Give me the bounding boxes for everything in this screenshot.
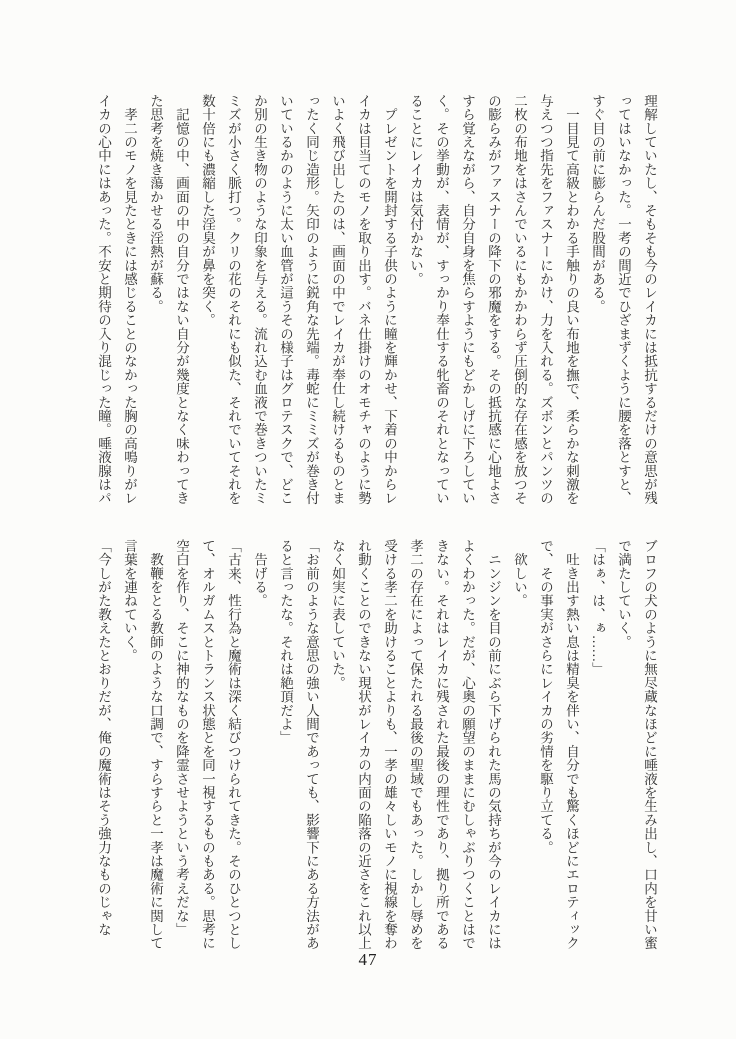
text-line: 言葉を連ねていく。: [122, 539, 137, 663]
text-line: 理解していたし、そもそも今のレイカには抵抗するだけの意思が残: [642, 94, 657, 505]
text-line: きない。それはレイカに残された最後の理性であり、拠り所である: [434, 539, 449, 950]
text-line: 「今しがた教えたとおりだが、俺の魔術はそう強力なものじゃな: [96, 539, 111, 937]
text-line: イカの心中にはあった。不安と期待の入り混じった瞳。唾液腺はパ: [96, 94, 111, 505]
text-line: た思考を焼き蕩かせる淫熱が蘇る。: [148, 94, 163, 314]
text-line: 教鞭をとる教師のような口調で、すらすらと一孝は魔術に関して: [148, 539, 163, 950]
text-line: 孝二のモノを見たときには感じることのなかった胸の高鳴りがレ: [122, 94, 137, 505]
text-line: なく如実に表していた。: [330, 539, 345, 690]
text-line: ミズが小さく脈打つ。クリの花のそれにも似た、それでいてそれを: [226, 94, 241, 505]
text-line: 孝二の存在によって保たれる最後の聖域でもあった。しかし辱めを: [408, 539, 423, 950]
text-line: ったく同じ造形。矢印のように鋭角な先端。毒蛇にミミズが巻き付: [304, 94, 319, 505]
text-line: ってはいなかった。一考の間近でひざまずくように腰を落とすと、: [616, 94, 631, 505]
text-block-bottom: [90, 539, 662, 953]
text-line: 記憶の中、画面の中の自分ではない自分が幾度となく味わってき: [174, 94, 189, 505]
text-block-top: [90, 94, 662, 508]
text-line: て、オルガムスとトランス状態とを同一視するものもある。思考に: [200, 539, 215, 950]
text-line: 与えつつ指先をファスナーにかけ、力を入れる。ズボンとパンツの: [538, 94, 553, 505]
text-line: 数十倍にも濃縮した淫臭が鼻を突く。: [200, 94, 215, 327]
text-line: 欲しい。: [512, 539, 527, 608]
text-line: すぐ目の前に膨らんだ股間がある。: [590, 94, 605, 314]
text-line: よくわかった。だが、心奥の願望のままにむしゃぶりつくことはで: [460, 539, 475, 950]
text-line: 「お前のような意思の強い人間であっても、影響下にある方法があ: [304, 539, 319, 950]
text-line: 告げる。: [252, 539, 267, 608]
text-line: で満たしていく。: [616, 539, 631, 649]
text-line: の膨らみがファスナーの降下の邪魔をする。その抵抗感に心地よさ: [486, 94, 501, 505]
text-line: 受ける孝二を助けることよりも、一孝の雄々しいモノに視線を奪わ: [382, 539, 397, 950]
page-number: 47: [358, 950, 378, 969]
text-line: ることにレイカは気付かない。: [408, 94, 423, 286]
text-line: く。その挙動が、表情が、すっかり奉仕する牝畜のそれとなってい: [434, 94, 449, 505]
text-line: ニンジンを目の前にぶら下げられた馬の気持ちが今のレイカには: [486, 539, 501, 950]
text-line: 「古来、性行為と魔術は深く結びつけられてきた。そのひとつとし: [226, 539, 241, 950]
text-line: ブロフの犬のように無尽蔵なほどに唾液を生み出し、口内を甘い蜜: [642, 539, 657, 950]
text-line: すら覚えながら、自分自身を焦らすようにもどかしげに下ろしてい: [460, 94, 475, 505]
text-line: 空白を作り、そこに神的なものを降霊させようという考えだな」: [174, 539, 189, 937]
text-line: 吐き出す熱い息は精臭を伴い、自分でも驚くほどにエロティック: [564, 539, 579, 950]
text-line: プレゼントを開封する子供のように瞳を輝かせ、下着の中からレ: [382, 94, 397, 505]
text-line: 「はぁ、は、ぁ……」: [590, 539, 605, 676]
text-line: イカは目当てのモノを取り出す。バネ仕掛けのオモチャのように勢: [356, 94, 371, 505]
text-line: ると言ったな。それは絶頂だよ」: [278, 539, 293, 745]
text-line: 一目見て高級とわかる手触りの良い布地を撫で、柔らかな刺激を: [564, 94, 579, 505]
text-line: いよく飛び出したのは、画面の中でレイカが奉仕し続けるものとま: [330, 94, 345, 505]
text-line: れ動くことのできない現状がレイカの内面の陥落の近さをこれ以上: [356, 539, 371, 950]
text-line: いているかのように太い血管が這うその様子はグロテスクで、どこ: [278, 94, 293, 505]
text-line: か別の生き物のような印象を与える。流れ込む血液で巻きついたミ: [252, 94, 267, 505]
text-line: 二枚の布地をはさんでいるにもかかわらず圧倒的な存在感を放つそ: [512, 94, 527, 505]
text-line: で、その事実がさらにレイカの劣情を駆り立てる。: [538, 539, 553, 855]
